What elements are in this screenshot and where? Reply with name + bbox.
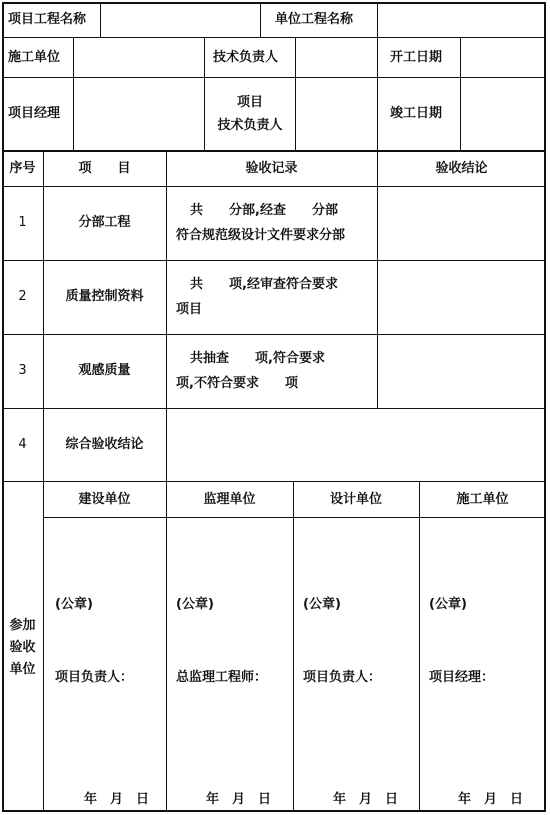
unit-signer-owner: 项目负责人：	[55, 670, 134, 685]
rule-v-header-f	[295, 37, 296, 150]
rule-v-unit4	[419, 481, 420, 812]
rule-cols-header	[2, 186, 546, 187]
participants-label-line3: 单位	[9, 662, 36, 677]
rule-v-unit2	[166, 481, 167, 812]
unit-name-supervisor: 监理单位	[203, 492, 256, 507]
rule-units-header	[43, 517, 546, 518]
row3-seq: 3	[18, 363, 27, 378]
project-tech-lead-label-line2: 技术负责人	[217, 118, 283, 133]
row4-item: 综合验收结论	[65, 437, 144, 452]
row1-seq: 1	[18, 215, 27, 230]
project-manager-label: 项目经理	[8, 106, 61, 121]
row2-item: 质量控制资料	[65, 289, 144, 304]
row3-record-line1: 共抽查 项,符合要求	[190, 351, 325, 366]
col-header-seq: 序号	[9, 161, 36, 176]
unit-signer-contractor: 项目经理：	[429, 670, 495, 685]
unit-date-designer: 年 月 日	[333, 792, 399, 807]
row1-item: 分部工程	[78, 215, 131, 230]
unit-name-designer: 设计单位	[329, 492, 382, 507]
unit-date-supervisor: 年 月 日	[206, 792, 272, 807]
unit-seal-designer: (公章)	[303, 597, 341, 612]
row3-record-line2: 项,不符合要求 项	[176, 376, 298, 391]
row2-record-line1: 共 项,经审查符合要求	[190, 277, 338, 292]
rule-row-1	[2, 260, 546, 261]
participants-label-line2: 验收	[9, 640, 36, 655]
rule-row-3	[2, 408, 546, 409]
unit-project-name-label: 单位工程名称	[275, 12, 354, 27]
completion-date-label: 竣工日期	[390, 106, 443, 121]
rule-header-bottom	[2, 150, 546, 152]
project-tech-lead-label-line1: 项目	[236, 95, 263, 110]
row3-item: 观感质量	[78, 363, 131, 378]
rule-v-header-d	[73, 37, 74, 150]
rule-v-header-a	[100, 2, 101, 37]
row1-record-line2: 符合规范级设计文件要求分部	[176, 228, 346, 243]
row2-seq: 2	[18, 289, 27, 304]
rule-v-header-b	[260, 2, 261, 37]
rule-row-4	[2, 481, 546, 482]
rule-v-item	[166, 150, 167, 481]
rule-v-unit3	[293, 481, 294, 812]
rule-row1	[2, 37, 546, 38]
rule-v-header-h	[460, 37, 461, 150]
row4-seq: 4	[18, 437, 27, 452]
rule-row-2	[2, 334, 546, 335]
unit-seal-contractor: (公章)	[429, 597, 467, 612]
col-header-record: 验收记录	[245, 161, 298, 176]
rule-row2	[2, 77, 546, 78]
unit-signer-designer: 项目负责人：	[303, 670, 382, 685]
participants-label-line1: 参加	[9, 618, 36, 633]
unit-name-contractor: 施工单位	[456, 492, 509, 507]
col-header-conclusion: 验收结论	[435, 161, 488, 176]
unit-signer-supervisor: 总监理工程师：	[176, 670, 268, 685]
row1-record-line1: 共 分部,经查 分部	[190, 203, 338, 218]
tech-lead-label: 技术负责人	[213, 50, 279, 65]
rule-v-header-c	[377, 2, 378, 37]
construction-unit-label: 施工单位	[8, 50, 61, 65]
unit-seal-owner: (公章)	[55, 597, 93, 612]
col-header-item: 项 目	[78, 161, 131, 176]
project-name-label: 项目工程名称	[8, 12, 87, 27]
rule-v-record	[377, 150, 378, 408]
rule-v-seq	[43, 150, 44, 812]
rule-v-header-g	[377, 37, 378, 150]
unit-seal-supervisor: (公章)	[176, 597, 214, 612]
unit-name-owner: 建设单位	[78, 492, 131, 507]
start-date-label: 开工日期	[390, 50, 443, 65]
unit-date-owner: 年 月 日	[84, 792, 150, 807]
row2-record-line2: 项目	[176, 302, 203, 317]
unit-date-contractor: 年 月 日	[458, 792, 524, 807]
